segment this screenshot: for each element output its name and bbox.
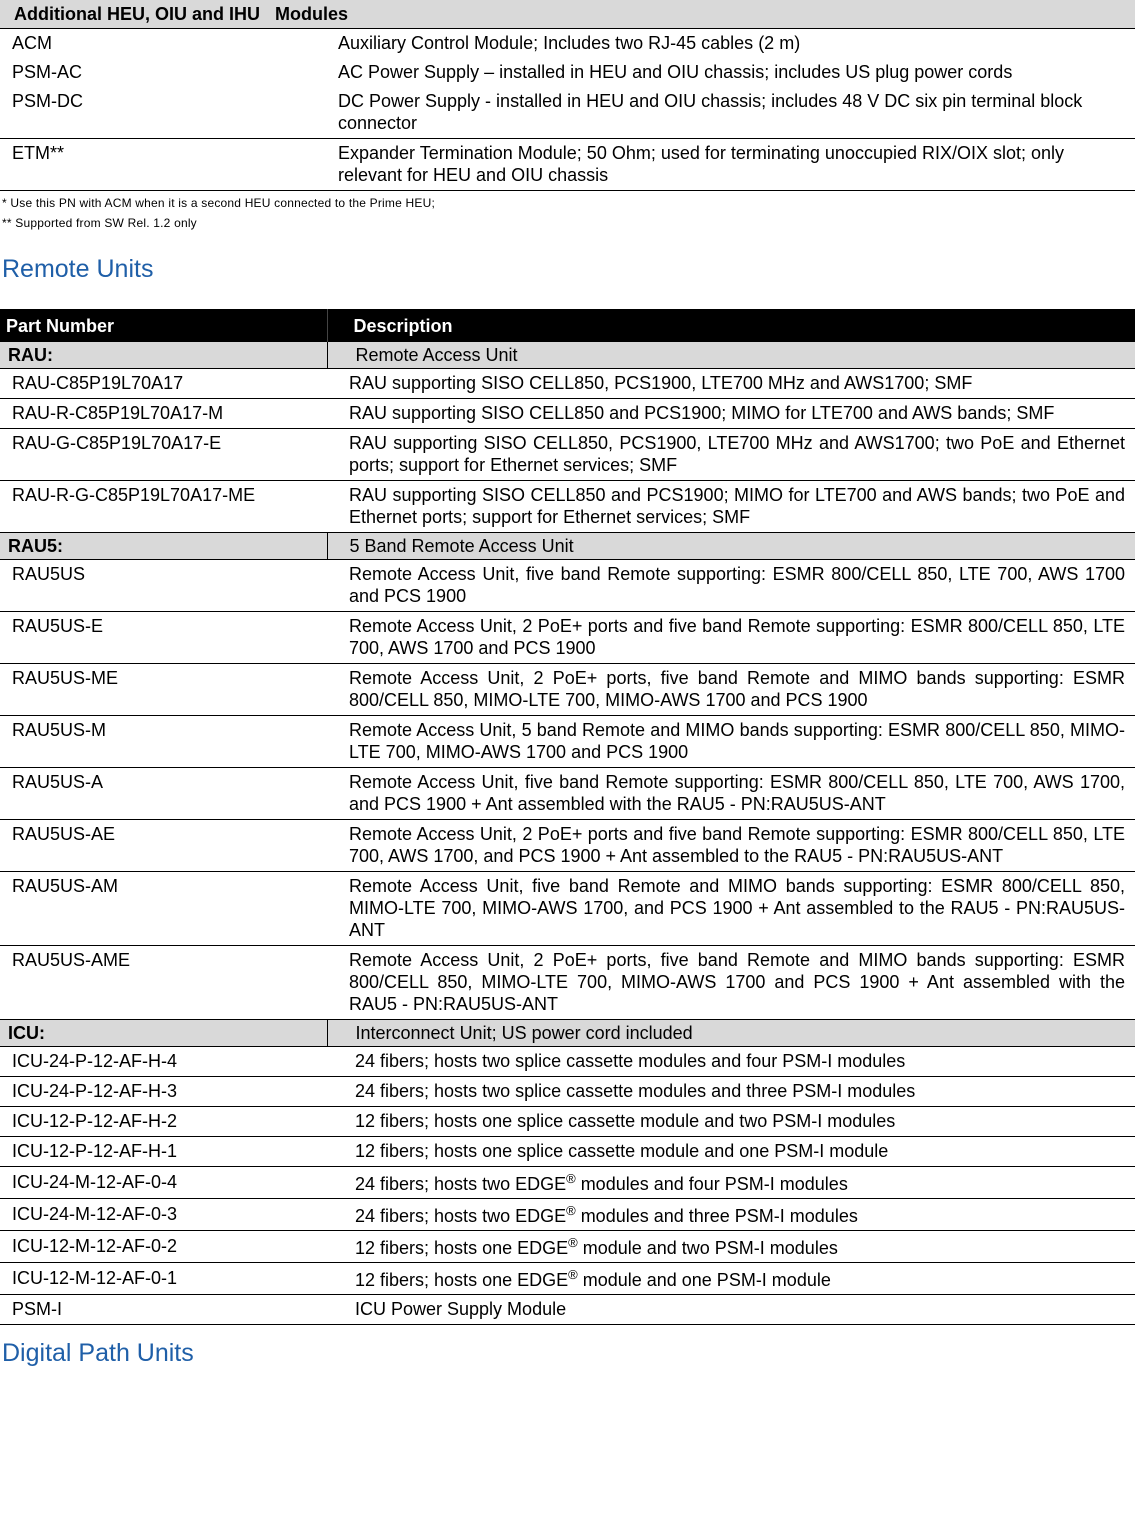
part-number: PSM-AC bbox=[12, 62, 83, 82]
part-number: PSM-I bbox=[0, 1295, 327, 1325]
part-number: RAU5US-A bbox=[0, 768, 327, 820]
part-number: RAU5US-AM bbox=[0, 872, 327, 946]
part-number: RAU5US-M bbox=[0, 716, 327, 768]
registered-mark: ® bbox=[566, 1171, 576, 1186]
description: Remote Access Unit, 2 PoE+ ports, five band Remote and MIMO bands supporting: ESMR 800/CELL 850, MIMO-LTE 700, MIMO-AWS 1700 and PCS 1900 bbox=[327, 664, 1135, 716]
description: DC Power Supply - installed in HEU and OIU chassis; includes 48 V DC six pin terminal block connector bbox=[326, 87, 1135, 139]
description: Remote Access Unit, five band Remote and MIMO bands supporting: ESMR 800/CELL 850, MIMO-LTE 700, MIMO-AWS 1700, and PCS 1900 + Ant assembled to the RAU5 - PN:RAU5US-ANT bbox=[327, 872, 1135, 946]
description bbox=[327, 1263, 1135, 1295]
part-number: ICU-12-M-12-AF-0-2 bbox=[0, 1231, 327, 1263]
description-text: 12 fibers; hosts one EDGE bbox=[355, 1238, 569, 1258]
group-label-rau5: RAU5: bbox=[0, 533, 327, 560]
description: Remote Access Unit, five band Remote supporting: ESMR 800/CELL 850, LTE 700, AWS 1700 and PCS 1900 bbox=[327, 560, 1135, 612]
column-header-description: Description bbox=[327, 309, 1135, 342]
part-number: RAU-R-G-C85P19L70A17-ME bbox=[0, 481, 327, 533]
description: Remote Access Unit, 2 PoE+ ports, five band Remote and MIMO bands supporting: ESMR 800/CELL 850, MIMO-LTE 700, MIMO-AWS 1700 and PCS 1900 + Ant assembled with the RAU5 - PN:RAU5US-ANT bbox=[327, 946, 1135, 1020]
part-number: ICU-24-P-12-AF-H-3 bbox=[0, 1077, 327, 1107]
part-number: ETM** bbox=[0, 139, 326, 191]
description bbox=[327, 1231, 1135, 1263]
additional-modules-header: Additional HEU, OIU and IHU Modules bbox=[0, 0, 1135, 29]
part-number: RAU5US-ME bbox=[0, 664, 327, 716]
description: Remote Access Unit, 2 PoE+ ports and five band Remote supporting: ESMR 800/CELL 850, LTE 700, AWS 1700 and PCS 1900 bbox=[327, 612, 1135, 664]
footnote: ** Supported from SW Rel. 1.2 only bbox=[2, 216, 197, 230]
remote-units-table bbox=[0, 309, 1135, 1325]
part-number: RAU-C85P19L70A17 bbox=[0, 369, 327, 399]
group-label-rau: RAU: bbox=[0, 342, 327, 369]
group-description: Interconnect Unit; US power cord included bbox=[327, 1020, 1135, 1047]
footnote: * Use this PN with ACM when it is a second HEU connected to the Prime HEU; bbox=[2, 196, 435, 210]
part-number: RAU5US bbox=[0, 560, 327, 612]
part-number: ICU-24-M-12-AF-0-4 bbox=[0, 1167, 327, 1199]
group-description: Remote Access Unit bbox=[327, 342, 1135, 369]
description: Expander Termination Module; 50 Ohm; used for terminating unoccupied RIX/OIX slot; only relevant for HEU and OIU chassis bbox=[326, 139, 1135, 191]
description bbox=[327, 1199, 1135, 1231]
part-number: ICU-12-M-12-AF-0-1 bbox=[0, 1263, 327, 1295]
part-number: ICU-24-P-12-AF-H-4 bbox=[0, 1047, 327, 1077]
section-title-remote-units: Remote Units bbox=[2, 255, 154, 283]
registered-mark: ® bbox=[568, 1267, 578, 1282]
part-number: ACM bbox=[12, 33, 52, 53]
description: RAU supporting SISO CELL850, PCS1900, LTE700 MHz and AWS1700; SMF bbox=[327, 369, 1135, 399]
additional-modules-table bbox=[0, 0, 1135, 191]
part-number: RAU5US-AE bbox=[0, 820, 327, 872]
description: Auxiliary Control Module; Includes two RJ-45 cables (2 m) bbox=[338, 33, 801, 53]
description-text: modules and three PSM-I modules bbox=[575, 1206, 858, 1226]
registered-mark: ® bbox=[568, 1235, 578, 1250]
description-text: module and two PSM-I modules bbox=[577, 1238, 838, 1258]
description: RAU supporting SISO CELL850 and PCS1900; MIMO for LTE700 and AWS bands; two PoE and Ethernet ports; support for Ethernet services; SMF bbox=[327, 481, 1135, 533]
part-number: PSM-DC bbox=[0, 87, 326, 139]
column-header-part-number: Part Number bbox=[0, 309, 327, 342]
part-number: ICU-12-P-12-AF-H-1 bbox=[0, 1137, 327, 1167]
part-number: RAU-G-C85P19L70A17-E bbox=[0, 429, 327, 481]
part-number: ICU-24-M-12-AF-0-3 bbox=[0, 1199, 327, 1231]
description: 24 fibers; hosts two splice cassette modules and three PSM-I modules bbox=[327, 1077, 1135, 1107]
footnotes bbox=[2, 193, 1135, 233]
part-number: RAU-R-C85P19L70A17-M bbox=[0, 399, 327, 429]
description: 24 fibers; hosts two splice cassette modules and four PSM-I modules bbox=[327, 1047, 1135, 1077]
description-text: 12 fibers; hosts one EDGE bbox=[355, 1270, 569, 1290]
description-text: module and one PSM-I module bbox=[577, 1270, 831, 1290]
description: RAU supporting SISO CELL850, PCS1900, LTE700 MHz and AWS1700; two PoE and Ethernet ports; support for Ethernet services; SMF bbox=[327, 429, 1135, 481]
part-number: ICU-12-P-12-AF-H-2 bbox=[0, 1107, 327, 1137]
part-number: RAU5US-E bbox=[0, 612, 327, 664]
registered-mark: ® bbox=[566, 1203, 576, 1218]
description: Remote Access Unit, 5 band Remote and MIMO bands supporting: ESMR 800/CELL 850, MIMO-LTE 700, MIMO-AWS 1700 and PCS 1900 bbox=[327, 716, 1135, 768]
description-text: modules and four PSM-I modules bbox=[575, 1174, 848, 1194]
section-title-digital-path-units: Digital Path Units bbox=[2, 1339, 194, 1367]
part-number: RAU5US-AME bbox=[0, 946, 327, 1020]
description: ICU Power Supply Module bbox=[327, 1295, 1135, 1325]
description: AC Power Supply – installed in HEU and OIU chassis; includes US plug power cords bbox=[338, 62, 1013, 82]
description-text: 24 fibers; hosts two EDGE bbox=[355, 1174, 567, 1194]
description bbox=[327, 1167, 1135, 1199]
group-description: 5 Band Remote Access Unit bbox=[327, 533, 1135, 560]
description: Remote Access Unit, 2 PoE+ ports and five band Remote supporting: ESMR 800/CELL 850, LTE 700, AWS 1700, and PCS 1900 + Ant assembled to the RAU5 - PN:RAU5US-ANT bbox=[327, 820, 1135, 872]
description: Remote Access Unit, five band Remote supporting: ESMR 800/CELL 850, LTE 700, AWS 1700, and PCS 1900 + Ant assembled with the RAU5 - PN:RAU5US-ANT bbox=[327, 768, 1135, 820]
description: 12 fibers; hosts one splice cassette module and one PSM-I module bbox=[327, 1137, 1135, 1167]
description-text: 24 fibers; hosts two EDGE bbox=[355, 1206, 567, 1226]
description: RAU supporting SISO CELL850 and PCS1900; MIMO for LTE700 and AWS bands; SMF bbox=[327, 399, 1135, 429]
description: 12 fibers; hosts one splice cassette module and two PSM-I modules bbox=[327, 1107, 1135, 1137]
group-label-icu: ICU: bbox=[0, 1020, 327, 1047]
